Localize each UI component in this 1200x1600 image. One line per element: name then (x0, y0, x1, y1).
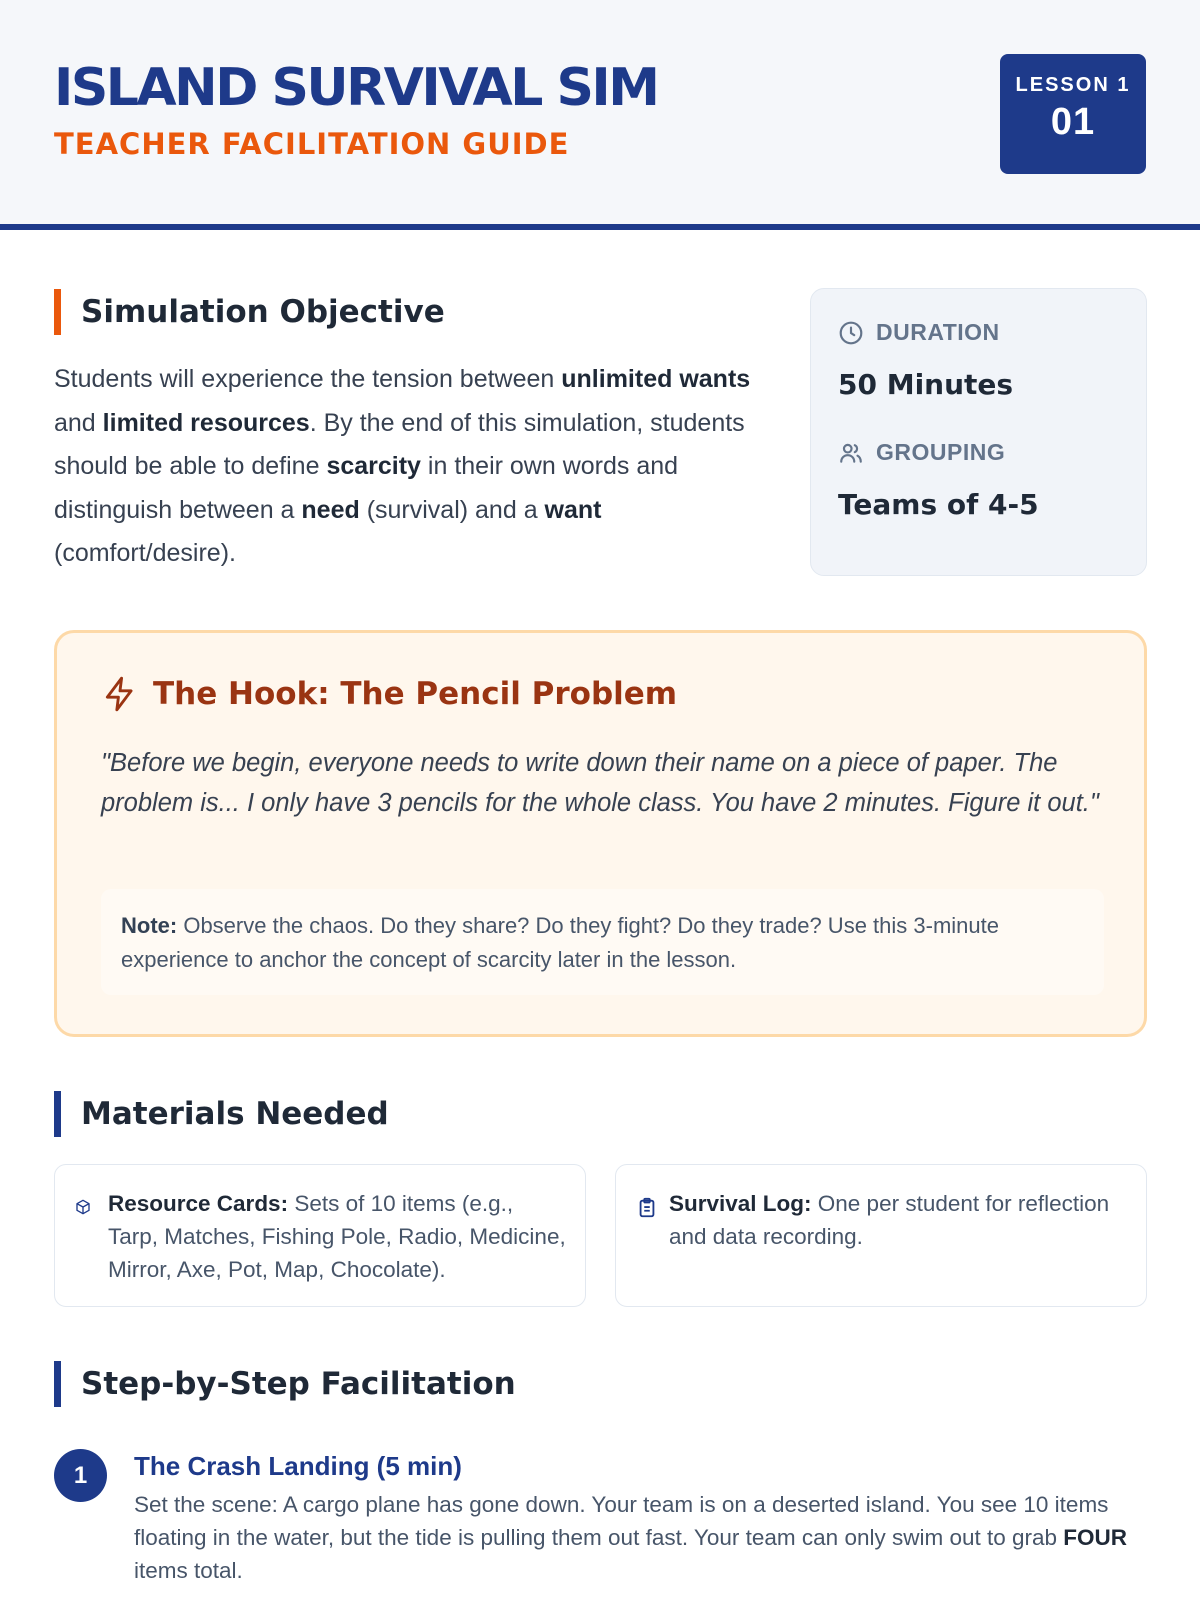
step-text: Set the scene: A cargo plane has gone down. Your team is on a deserted island. You see 10 items floating in the water, but the tide is pulling them out fast. Your team can only swim out to grab (134, 1492, 1109, 1550)
hook-note-label: Note: (121, 913, 178, 938)
page-subtitle: TEACHER FACILITATION GUIDE (54, 127, 570, 161)
page-title: ISLAND SURVIVAL SIM (54, 58, 658, 118)
duration-value: 50 Minutes (838, 368, 1014, 401)
materials-heading: Materials Needed (54, 1091, 389, 1137)
grouping-value: Teams of 4-5 (838, 488, 1039, 521)
lesson-meta-card (810, 288, 1147, 576)
objective-text-part: in their own words and distinguish between a (54, 452, 679, 524)
material-description: One per student for reflection and data recording. (669, 1191, 1110, 1249)
duration-label-row (838, 319, 1013, 346)
hook-note (101, 889, 1104, 995)
objective-emphasis: unlimited wants (561, 365, 751, 393)
page-header (0, 0, 1200, 230)
hook-note-text: Observe the chaos. Do they share? Do they fight? Do they trade? Use this 3-minute experience to anchor the concept of scarcity later in the lesson. (121, 913, 999, 972)
objective-emphasis: want (544, 495, 602, 524)
objective-emphasis: limited resources (102, 408, 310, 437)
material-card-resource-cards (54, 1164, 586, 1307)
grouping-label-row (838, 439, 1039, 466)
duration-label: DURATION (876, 319, 1000, 345)
lightning-icon (101, 675, 139, 713)
step-emphasis: FOUR (1063, 1525, 1128, 1550)
objective-text-part: . By the end of this simulation, students should be able to define (54, 408, 745, 480)
users-icon (838, 440, 864, 466)
clipboard-icon (636, 1197, 658, 1219)
material-resource-cards-text (108, 1187, 568, 1286)
duration-block (838, 319, 1013, 401)
objective-text-part: (comfort/desire). (54, 539, 236, 567)
grouping-label: GROUPING (876, 439, 1006, 465)
step-title: The Crash Landing (5 min) (134, 1451, 462, 1481)
objective-text-part: Students will experience the tension between (54, 365, 562, 393)
material-survival-log-text (669, 1187, 1129, 1253)
clock-icon (838, 320, 864, 346)
step-description (134, 1488, 1154, 1587)
material-label: Survival Log: (669, 1191, 812, 1216)
objective-emphasis: need (301, 495, 360, 524)
hook-quote: "Before we begin, everyone needs to write down their name on a piece of paper. The problem is... I only have 3 pencils for the whole class. You have 2 minutes. Figure it out." (101, 749, 1099, 817)
lesson-number: 01 (1050, 101, 1096, 143)
material-label: Resource Cards: (108, 1191, 289, 1216)
hook-callout (54, 630, 1147, 1037)
material-description: Sets of 10 items (e.g., Tarp, Matches, Fishing Pole, Radio, Medicine, Mirror, Axe, Pot, Map, Chocolate). (108, 1191, 566, 1282)
material-card-survival-log (615, 1164, 1147, 1307)
box-icon (75, 1199, 91, 1215)
hook-title: The Hook: The Pencil Problem (153, 676, 678, 712)
step-text: items total. (134, 1558, 243, 1583)
steps-heading: Step-by-Step Facilitation (54, 1361, 516, 1407)
objective-heading: Simulation Objective (54, 289, 445, 335)
grouping-block (838, 439, 1039, 521)
objective-text-part: (survival) and a (359, 495, 545, 524)
step-number-badge: 1 (54, 1449, 107, 1502)
lesson-badge (1000, 54, 1146, 174)
objective-text-part: and (54, 408, 103, 437)
lesson-label: LESSON 1 (1015, 74, 1131, 96)
hook-title-row (101, 675, 677, 713)
objective-emphasis: scarcity (326, 452, 421, 480)
objective-text (54, 358, 774, 576)
